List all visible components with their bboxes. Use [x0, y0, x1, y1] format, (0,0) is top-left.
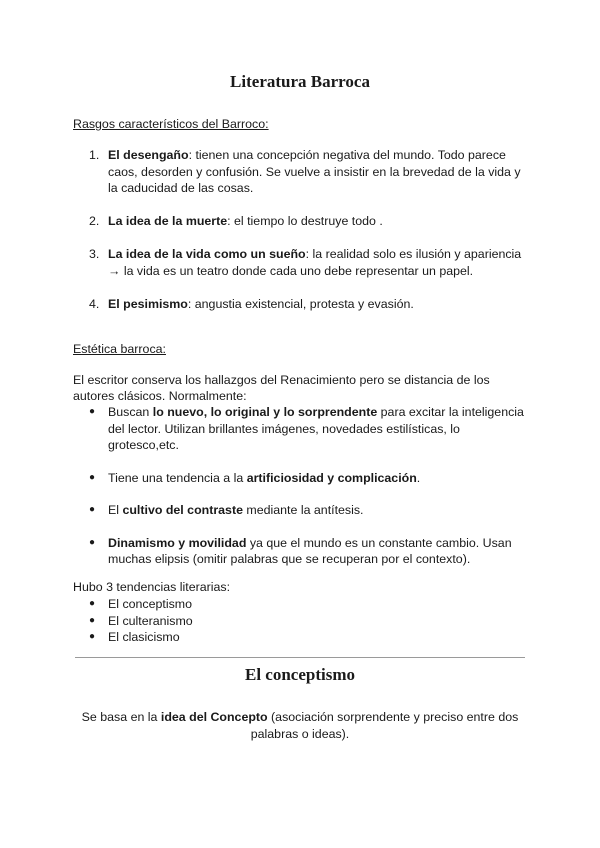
rasgo-term: La idea de la vida como un sueño [108, 247, 306, 261]
rasgo-description: : la realidad solo es ilusión y apariencia → la vida es un teatro donde cada uno debe representar un papel. [108, 247, 522, 278]
estetica-text: Buscan [108, 405, 153, 419]
rasgos-list [73, 147, 533, 329]
tendencia-label: El clasicismo [108, 630, 180, 644]
rasgos-item [73, 213, 533, 230]
conceptismo-paragraph [80, 709, 520, 742]
rasgo-description: : el tiempo lo destruye todo . [227, 214, 383, 228]
estetica-emphasis: cultivo del contraste [122, 503, 243, 517]
estetica-text: El [108, 503, 123, 517]
estetica-emphasis: artificiosidad y complicación [246, 470, 417, 485]
tendencia-item [73, 596, 533, 613]
bullet-icon: ● [89, 406, 96, 417]
estetica-text: Tiene una tendencia a la [108, 470, 247, 485]
horizontal-divider [75, 657, 525, 658]
estetica-text: ya que el mundo es un constante cambio. Usan muchas elipsis (omitir palabras que se recuperan por el contexto). [108, 535, 512, 566]
list-number: 2. [89, 214, 100, 228]
estetica-item [73, 470, 533, 487]
rasgos-item [73, 147, 533, 197]
tendencia-item [73, 629, 533, 646]
bullet-icon: ● [89, 598, 96, 609]
list-number: 1. [89, 148, 100, 162]
bullet-icon: ● [89, 536, 96, 548]
estetica-emphasis: lo nuevo, lo original y lo sorprendente [152, 405, 378, 419]
estetica-label: Estética barroca: [73, 342, 166, 356]
conceptismo-heading: El conceptismo [244, 665, 356, 684]
estetica-emphasis: Dinamismo y movilidad [108, 535, 247, 550]
rasgo-term: El pesimismo [108, 296, 188, 311]
document-title: Literatura Barroca [230, 72, 370, 91]
conceptismo-text: (asociación sorprendente y preciso entre dos palabras o ideas). [250, 710, 519, 741]
estetica-item [73, 404, 533, 454]
bullet-icon: ● [89, 471, 96, 483]
estetica-text: . [416, 470, 421, 485]
bullet-icon: ● [89, 631, 96, 642]
estetica-item [73, 535, 533, 568]
tendencias-list [73, 596, 533, 646]
rasgo-description: : tienen una concepción negativa del mundo. Todo parece caos, desorden y confusión. Se vuelve a insistir en la brevedad de la vida y la caducidad de las cosas. [108, 148, 521, 195]
estetica-list [73, 404, 533, 584]
tendencia-label: El culteranismo [108, 613, 193, 628]
rasgo-term: La idea de la muerte [108, 214, 228, 228]
estetica-intro: El escritor conserva los hallazgos del Renacimiento pero se distancia de los autores clásicos. Normalmente: [73, 373, 490, 403]
list-number: 4. [89, 296, 100, 311]
estetica-item [73, 502, 533, 519]
rasgos-label: Rasgos característicos del Barroco: [73, 117, 269, 131]
conceptismo-emphasis: idea del Concepto [160, 710, 268, 724]
list-number: 3. [89, 247, 100, 261]
rasgos-item [73, 246, 533, 279]
conceptismo-text: Se basa en la [81, 710, 161, 724]
rasgos-item [73, 296, 533, 313]
tendencia-label: El conceptismo [108, 597, 193, 611]
tendencias-intro: Hubo 3 tendencias literarias: [73, 580, 231, 594]
rasgo-term: El desengaño [108, 148, 189, 162]
bullet-icon: ● [89, 614, 96, 626]
rasgo-description: : angustia existencial, protesta y evasión. [187, 296, 414, 311]
bullet-icon: ● [89, 504, 96, 515]
tendencia-item [73, 613, 533, 630]
estetica-text: mediante la antítesis. [242, 503, 364, 517]
estetica-text: para excitar la inteligencia del lector. Utilizan brillantes imágenes, novedades estilísticas, lo grotesco,etc. [108, 405, 524, 452]
